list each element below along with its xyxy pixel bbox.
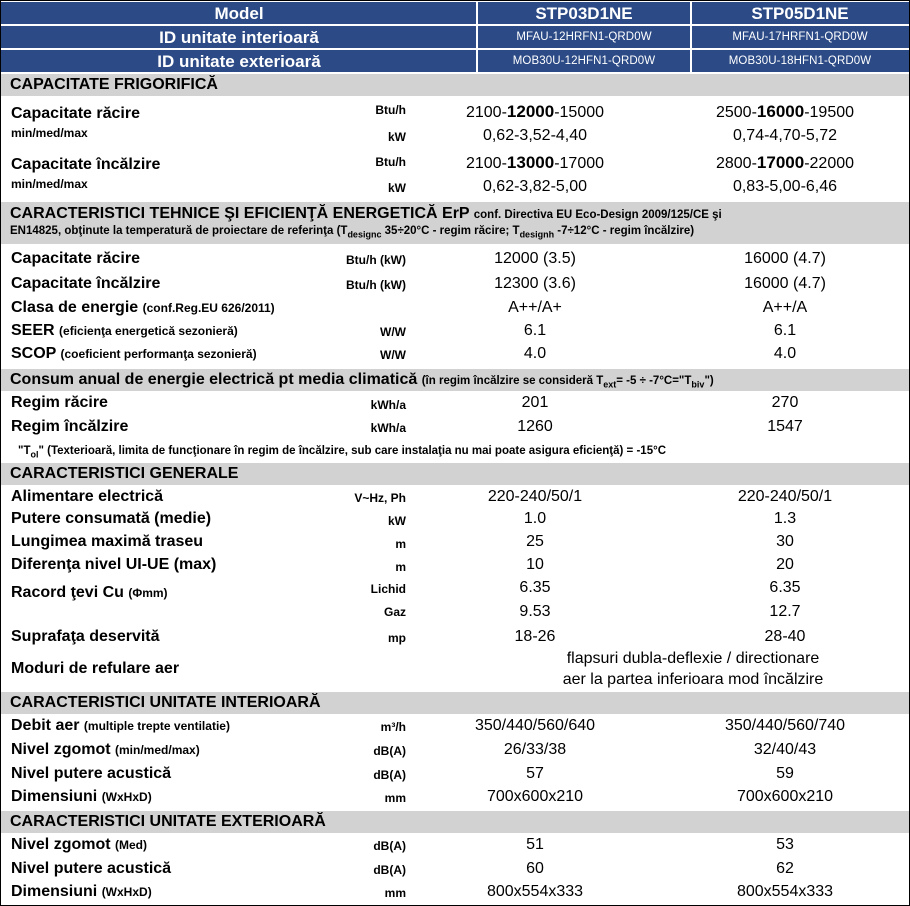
pipe-gas-label: Gaz bbox=[383, 605, 406, 619]
power-consumption-label: Putere consumată (medie) bbox=[11, 510, 212, 527]
annual-cool-b: 270 bbox=[771, 394, 799, 411]
energy-class-b: A++/A bbox=[762, 299, 808, 316]
unit: Btu/h (kW) bbox=[346, 278, 406, 292]
cool-btu-a: 2100-12000-15000 bbox=[465, 102, 605, 121]
unit: Btu/h bbox=[375, 155, 406, 169]
section-title: CAPACITATE FRIGORIFICĂ bbox=[0, 74, 910, 96]
outdoor-noise-label: Nivel zgomot (Med) bbox=[11, 836, 148, 853]
unit: V~Hz, Ph bbox=[354, 491, 406, 505]
unit: m bbox=[395, 537, 406, 551]
heat-capacity-sub: min/med/max bbox=[11, 177, 88, 191]
unit: kW bbox=[388, 130, 406, 144]
heat-kw-a: 0,62-3,82-5,00 bbox=[482, 178, 588, 195]
indoor-noise-a: 26/33/38 bbox=[503, 741, 567, 758]
air-flow-label: Debit aer (multiple trepte ventilatie) bbox=[11, 717, 230, 734]
scop-label: SCOP (coeficient performanţa sezonieră) bbox=[11, 345, 257, 362]
indoor-acoustic-a: 57 bbox=[526, 765, 544, 782]
header-model-row bbox=[0, 2, 910, 24]
served-area-a: 18-26 bbox=[514, 628, 556, 645]
power-supply-b: 220-240/50/1 bbox=[737, 488, 833, 505]
served-area-label: Suprafaţa deservită bbox=[11, 628, 160, 645]
power-supply-a: 220-240/50/1 bbox=[487, 488, 583, 505]
indoor-dimensions-a: 700x600x210 bbox=[486, 788, 584, 805]
scop-a: 4.0 bbox=[523, 345, 547, 362]
erp-heat-a: 12300 (3.6) bbox=[494, 275, 576, 292]
pipe-gas-b: 12.7 bbox=[769, 603, 801, 620]
erp-heat-label: Capacitate încălzire bbox=[11, 275, 161, 292]
unit: dB(A) bbox=[373, 744, 406, 758]
seer-b: 6.1 bbox=[773, 322, 797, 339]
unit: mp bbox=[388, 631, 406, 645]
unit: W/W bbox=[380, 325, 406, 339]
energy-class-a: A++/A+ bbox=[508, 299, 562, 316]
unit: mm bbox=[384, 886, 406, 900]
pipe-gas-a: 9.53 bbox=[519, 603, 551, 620]
indoor-b: MFAU-17HRFN1-QRD0W bbox=[732, 31, 868, 43]
indoor-label: ID unitate interioară bbox=[159, 28, 319, 47]
unit: dB(A) bbox=[373, 863, 406, 877]
power-consumption-a: 1.0 bbox=[523, 510, 547, 527]
cool-capacity-sub: min/med/max bbox=[11, 126, 88, 140]
unit: W/W bbox=[380, 348, 406, 362]
air-modes-line1: flapsuri dubla-deflexie / directionare bbox=[566, 650, 820, 667]
section-title-erp: CARACTERISTICI TEHNICE ŞI EFICIENŢĂ ENERGETICĂ ErP conf. Directiva EU Eco-Design 2009/125/CE şi EN14825, obţinute la temperatură de proiectare de referinţa ($T_{designc}$ 35÷20°C - regim răcire; $T_{designh}$ -7÷12°C - regim încălzire) bbox=[0, 202, 910, 244]
air-modes-label: Moduri de refulare aer bbox=[11, 660, 180, 677]
pipe-connection-label: Racord ţevi Cu (Φmm) bbox=[11, 584, 168, 601]
heat-btu-a: 2100-13000-17000 bbox=[465, 153, 605, 172]
pipe-liquid-a: 6.35 bbox=[519, 579, 551, 596]
annual-cool-a: 201 bbox=[521, 394, 549, 411]
air-modes-line2: aer la partea inferioara mod încălzire bbox=[562, 671, 824, 688]
cool-btu-b: 2500-16000-19500 bbox=[715, 102, 855, 121]
unit: kWh/a bbox=[370, 421, 406, 435]
unit: kW bbox=[388, 514, 406, 528]
outdoor-noise-b: 53 bbox=[776, 836, 794, 853]
header-divider bbox=[476, 2, 478, 72]
cool-capacity-label: Capacitate răcire bbox=[11, 105, 140, 122]
seer-a: 6.1 bbox=[523, 322, 547, 339]
heat-capacity-label: Capacitate încălzire bbox=[11, 156, 161, 173]
erp-heat-b: 16000 (4.7) bbox=[744, 275, 826, 292]
power-consumption-b: 1.3 bbox=[773, 510, 797, 527]
outdoor-dimensions-b: 800x554x333 bbox=[736, 883, 834, 900]
indoor-dimensions-label: Dimensiuni (WxHxD) bbox=[11, 788, 152, 805]
erp-cool-b: 16000 (4.7) bbox=[744, 250, 826, 267]
scop-b: 4.0 bbox=[773, 345, 797, 362]
air-flow-a: 350/440/560/640 bbox=[474, 717, 596, 734]
energy-class-label: Clasa de energie (conf.Reg.EU 626/2011) bbox=[11, 299, 275, 316]
max-pipe-length-label: Lungimea maximă traseu bbox=[11, 533, 204, 550]
seer-label: SEER (eficienţa energetică sezonieră) bbox=[11, 322, 238, 339]
annual-cool-label: Regim răcire bbox=[11, 394, 108, 411]
outdoor-noise-a: 51 bbox=[526, 836, 544, 853]
indoor-a: MFAU-12HRFN1-QRD0W bbox=[516, 31, 652, 43]
outdoor-label: ID unitate exterioară bbox=[157, 52, 321, 71]
cool-kw-b: 0,74-4,70-5,72 bbox=[732, 127, 838, 144]
indoor-dimensions-b: 700x600x210 bbox=[736, 788, 834, 805]
heat-kw-b: 0,83-5,00-6,46 bbox=[732, 178, 838, 195]
heat-btu-b: 2800-17000-22000 bbox=[715, 153, 855, 172]
header-divider bbox=[690, 2, 692, 72]
level-difference-b: 20 bbox=[776, 556, 794, 573]
power-supply-label: Alimentare electrică bbox=[11, 488, 164, 505]
section-title: CARACTERISTICI GENERALE bbox=[0, 463, 910, 485]
air-flow-b: 350/440/560/740 bbox=[724, 717, 846, 734]
level-difference-a: 10 bbox=[526, 556, 544, 573]
unit: Btu/h (kW) bbox=[346, 253, 406, 267]
max-pipe-length-b: 30 bbox=[776, 533, 794, 550]
unit: kW bbox=[388, 181, 406, 195]
outdoor-acoustic-a: 60 bbox=[526, 860, 544, 877]
erp-cool-label: Capacitate răcire bbox=[11, 250, 140, 267]
unit: kWh/a bbox=[370, 398, 406, 412]
served-area-b: 28-40 bbox=[764, 628, 806, 645]
annual-heat-b: 1547 bbox=[767, 418, 803, 435]
outdoor-acoustic-b: 62 bbox=[776, 860, 794, 877]
indoor-noise-label: Nivel zgomot (min/med/max) bbox=[11, 741, 200, 758]
max-pipe-length-a: 25 bbox=[526, 533, 544, 550]
header-indoor-row bbox=[0, 26, 910, 48]
outdoor-acoustic-label: Nivel putere acustică bbox=[11, 860, 172, 877]
indoor-noise-b: 32/40/43 bbox=[753, 741, 817, 758]
unit: dB(A) bbox=[373, 768, 406, 782]
section-title: CARACTERISTICI UNITATE EXTERIOARĂ bbox=[0, 811, 910, 833]
erp-cool-a: 12000 (3.5) bbox=[494, 250, 576, 267]
outdoor-dimensions-a: 800x554x333 bbox=[486, 883, 584, 900]
pipe-liquid-label: Lichid bbox=[370, 582, 406, 596]
annual-heat-label: Regim încălzire bbox=[11, 418, 129, 435]
indoor-acoustic-b: 59 bbox=[776, 765, 794, 782]
unit: dB(A) bbox=[373, 839, 406, 853]
unit: m bbox=[395, 560, 406, 574]
outdoor-a: MOB30U-12HFN1-QRD0W bbox=[512, 55, 656, 67]
section-title-consumption: Consum anual de energie electrică pt media climatică (în regim încălzire se consideră $T_{ext}= -5$ ÷ $-7^\circ C="T_{biv}$") bbox=[0, 369, 910, 391]
model-label: Model bbox=[214, 4, 264, 23]
section-title: CARACTERISTICI UNITATE INTERIOARĂ bbox=[0, 692, 910, 714]
header-outdoor-row bbox=[0, 50, 910, 72]
model-b: STP05D1NE bbox=[751, 4, 849, 23]
unit: Btu/h bbox=[375, 103, 406, 117]
level-difference-label: Diferenţa nivel UI-UE (max) bbox=[11, 556, 217, 573]
cool-kw-a: 0,62-3,52-4,40 bbox=[482, 127, 588, 144]
unit: m³/h bbox=[380, 720, 406, 734]
outdoor-b: MOB30U-18HFN1-QRD0W bbox=[728, 55, 872, 67]
annual-heat-a: 1260 bbox=[517, 418, 553, 435]
pipe-liquid-b: 6.35 bbox=[769, 579, 801, 596]
unit: mm bbox=[384, 791, 406, 805]
outdoor-dimensions-label: Dimensiuni (WxHxD) bbox=[11, 883, 152, 900]
indoor-acoustic-label: Nivel putere acustică bbox=[11, 765, 172, 782]
tol-note: "$T_{ol}$" (Texterioară, limita de funcţionare în regim de încălzire, sub care instalaţia nu mai poate asigura eficienţă) = -15°C bbox=[18, 445, 666, 460]
model-a: STP03D1NE bbox=[535, 4, 633, 23]
